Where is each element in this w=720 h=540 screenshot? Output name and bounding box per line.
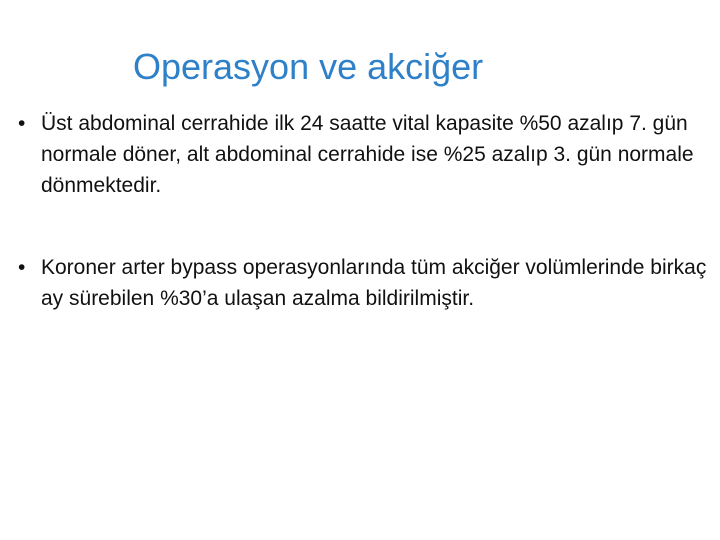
bullet-text-2: Koroner arter bypass operasyonlarında tüm akciğer volümlerinde birkaç ay sürebilen %30’a ulaşan azalma bildirilmiştir. bbox=[41, 256, 707, 310]
bullet-item-1 bbox=[18, 108, 708, 201]
bullet-item-2 bbox=[18, 252, 708, 314]
bullet-marker-icon: • bbox=[18, 112, 26, 135]
slide-title: Operasyon ve akciğer bbox=[133, 46, 484, 87]
bullet-text-1: Üst abdominal cerrahide ilk 24 saatte vital kapasite %50 azalıp 7. gün normale döner, alt abdominal cerrahide ise %25 azalıp 3. gün normale dönmektedir. bbox=[41, 112, 694, 197]
bullet-marker-icon: • bbox=[18, 256, 26, 279]
bullet-list bbox=[18, 108, 708, 314]
